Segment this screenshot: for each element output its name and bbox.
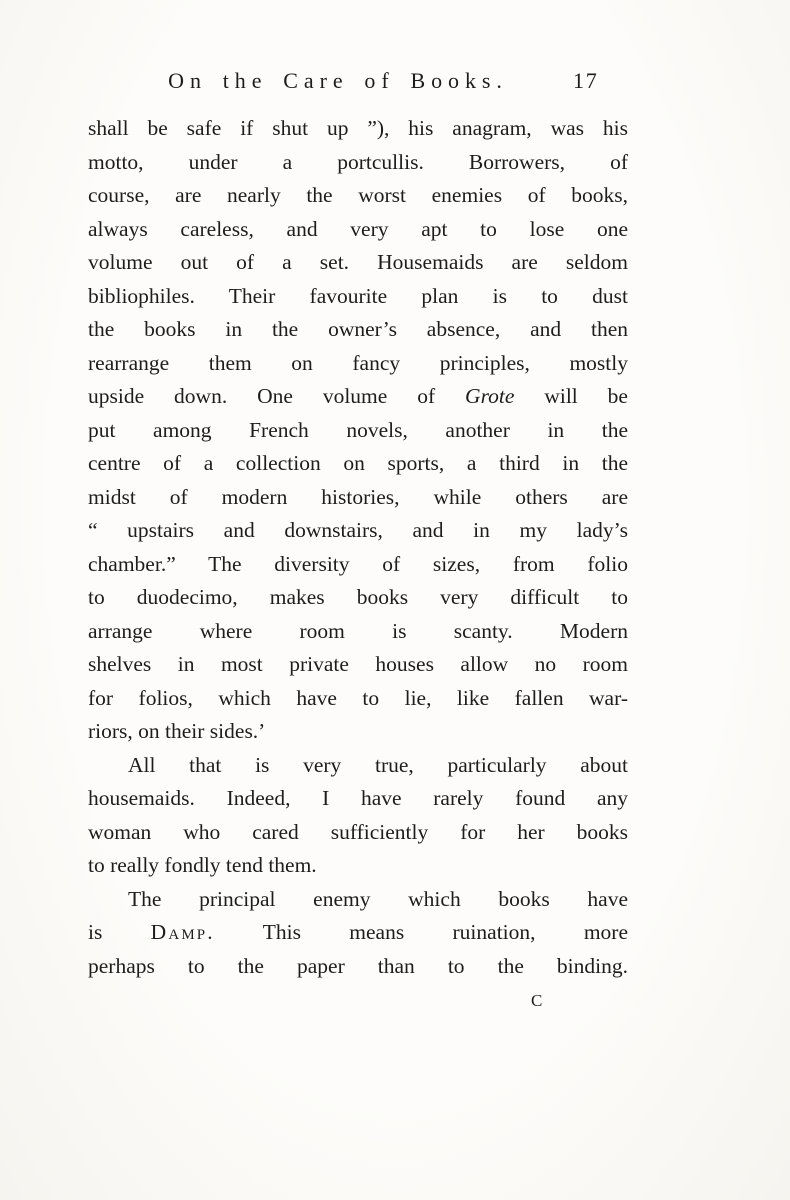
text-segment: will be xyxy=(514,384,628,408)
text-line: woman who cared sufficiently for her books xyxy=(88,819,628,844)
text-line: chamber.” The diversity of sizes, from folio xyxy=(88,551,628,576)
signature-mark: C xyxy=(531,991,544,1010)
text-line xyxy=(88,916,628,950)
text-line: The principal enemy which books have xyxy=(128,886,628,911)
text-line: riors, on their sides.’ xyxy=(88,719,266,743)
paragraph xyxy=(88,883,628,984)
text-line: motto, under a portcullis. Borrowers, of xyxy=(88,149,628,174)
text-line: to really fondly tend them. xyxy=(88,853,317,877)
text-line: housemaids. Indeed, I have rarely found any xyxy=(88,786,628,810)
text-line: put among French novels, another in the xyxy=(88,417,628,442)
text-line: course, are nearly the worst enemies of books, xyxy=(88,183,628,207)
text-line: perhaps to the paper than to the binding. xyxy=(88,953,628,978)
text-line: shall be safe if shut up ”), his anagram, was his xyxy=(88,116,628,140)
text-line: bibliophiles. Their favourite plan is to dust xyxy=(88,283,628,308)
text-line: volume out of a set. Housemaids are seldom xyxy=(88,250,628,274)
paragraph xyxy=(88,112,628,749)
text-line: “ upstairs and downstairs, and in my lady’s xyxy=(88,518,628,542)
running-head-title: On the Care of Books. xyxy=(168,68,508,93)
text-line: always careless, and very apt to lose one xyxy=(88,216,628,241)
text-line: arrange where room is scanty. Modern xyxy=(88,618,628,643)
text-line: centre of a collection on sports, a third in the xyxy=(88,451,628,475)
text-line: All that is very true, particularly about xyxy=(128,752,628,777)
paragraph xyxy=(88,749,628,883)
text-block xyxy=(88,112,628,983)
text-line: rearrange them on fancy principles, mostly xyxy=(88,350,628,375)
text-line: the books in the owner’s absence, and then xyxy=(88,317,628,341)
text-line: midst of modern histories, while others are xyxy=(88,484,628,509)
text-line: to duodecimo, makes books very difficult to xyxy=(88,585,628,609)
text-segment: upside down. One volume of xyxy=(88,384,466,408)
smallcaps-word: Damp. xyxy=(150,920,215,944)
text-line: for folios, which have to lie, like fallen war- xyxy=(88,685,628,710)
text-line xyxy=(88,380,628,414)
page-number: 17 xyxy=(573,68,599,93)
italic-word: Grote xyxy=(465,384,515,408)
text-segment: is xyxy=(88,920,151,944)
text-segment: This means ruination, more xyxy=(214,920,628,944)
text-line: shelves in most private houses allow no room xyxy=(88,652,628,676)
